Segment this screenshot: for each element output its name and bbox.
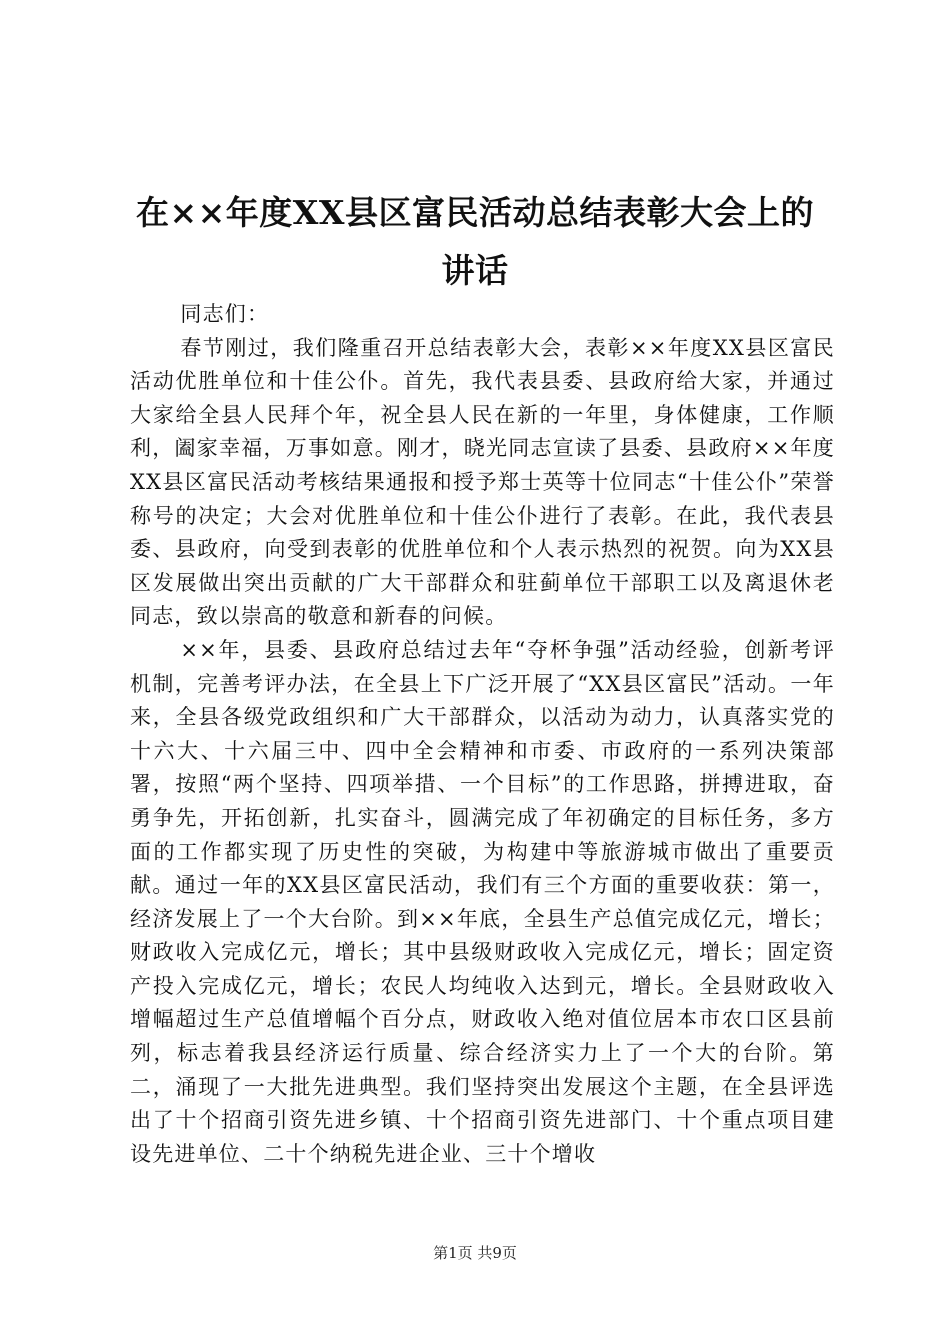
salutation-paragraph: 同志们： <box>180 302 270 326</box>
document-body <box>130 298 835 1171</box>
body-paragraph: ××年，县委、县政府总结过去年“夺杯争强”活动经验，创新考评机制，完善考评办法，在全县上下广泛开展了“XX县区富民”活动。一年来，全县各级党政组织和广大干部群众，以活动为动力，认真落实党的十六大、十六届三中、四中全会精神和市委、市政府的一系列决策部署，按照“两个坚持、四项举措、一个目标”的工作思路，拼搏进取，奋勇争先，开拓创新，扎实奋斗，圆满完成了年初确定的目标任务，多方面的工作都实现了历史性的突破，为构建中等旅游城市做出了重要贡献。通过一年的XX县区富民活动，我们有三个方面的重要收获：第一，经济发展上了一个大台阶。到××年底，全县生产总值完成亿元，增长；财政收入完成亿元，增长；其中县级财政收入完成亿元，增长；固定资产投入完成亿元，增长；农民人均纯收入达到元，增长。全县财政收入增幅超过生产总值增幅个百分点，财政收入绝对值位居本市农口区县前列，标志着我县经济运行质量、综合经济实力上了一个大的台阶。第二，涌现了一大批先进典型。我们坚持突出发展这个主题，在全县评选出了十个招商引资先进乡镇、十个招商引资先进部门、十个重点项目建设先进单位、二十个纳税先进企业、三十个增收 <box>130 637 835 1166</box>
page-number: 第1页 共9页 <box>433 1244 517 1262</box>
document-title: 在××年度XX县区富民活动总结表彰大会上的讲话 <box>135 193 814 290</box>
page-footer <box>0 1243 950 1263</box>
body-paragraph: 春节刚过，我们隆重召开总结表彰大会，表彰××年度XX县区富民活动优胜单位和十佳公仆。首先，我代表县委、县政府给大家，并通过大家给全县人民拜个年，祝全县人民在新的一年里，身体健康，工作顺利，阖家幸福，万事如意。刚才，晓光同志宣读了县委、县政府××年度XX县区富民活动考核结果通报和授予郑士英等十位同志“十佳公仆”荣誉称号的决定；大会对优胜单位和十佳公仆进行了表彰。在此，我代表县委、县政府，向受到表彰的优胜单位和个人表示热烈的祝贺。向为XX县区发展做出突出贡献的广大干部群众和驻蓟单位干部职工以及离退休老同志，致以崇高的敬意和新春的问候。 <box>130 335 835 629</box>
